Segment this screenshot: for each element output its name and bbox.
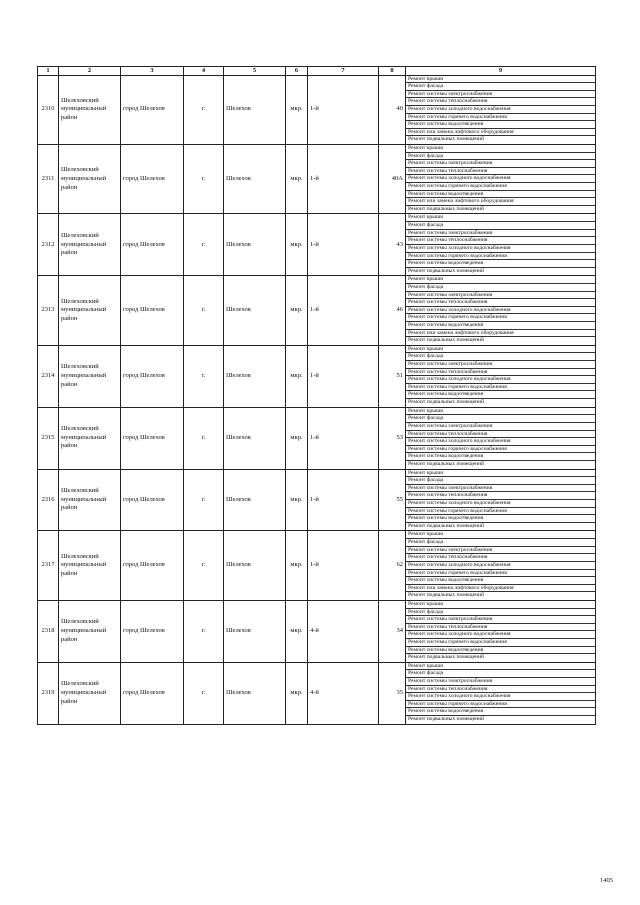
settlement-type-cell: г. (184, 531, 224, 600)
district-cell: Шелеховский муниципальный район (59, 600, 121, 662)
work-item: Ремонт системы водоотведения (406, 260, 595, 268)
work-item: Ремонт крыши (406, 76, 595, 84)
work-item: Ремонт подвальных помещений (408, 267, 485, 274)
work-item: Ремонт системы горячего водоснабжения (406, 384, 595, 392)
settlement-type-cell: г. (184, 214, 224, 276)
settlement-cell: город Шелехов (121, 214, 184, 276)
settlement-cell: город Шелехов (121, 531, 184, 600)
settlement-type-cell: г. (184, 75, 224, 144)
work-item: Ремонт подвальных помещений (408, 205, 485, 212)
column-header-1: 1 (38, 67, 59, 76)
house-number-cell: 40 (379, 75, 406, 144)
work-item: Ремонт системы водоотведения (406, 322, 595, 330)
work-item: Ремонт системы теплоснабжения (406, 299, 595, 307)
settlement-type-cell: г. (184, 469, 224, 531)
column-header-5: 5 (224, 67, 286, 76)
work-item: Ремонт системы водоотведения (406, 708, 595, 716)
area-type-cell: мкр. (286, 276, 308, 345)
settlement-name-cell: Шелехов (224, 345, 286, 407)
work-item: Ремонт подвальных помещений (408, 337, 485, 344)
area-type-cell: мкр. (286, 214, 308, 276)
work-item: Ремонт крыши (406, 470, 595, 478)
settlement-name-cell: Шелехов (224, 407, 286, 469)
house-number-cell: 43 (379, 214, 406, 276)
settlement-cell: город Шелехов (121, 345, 184, 407)
settlement-type-cell: г. (184, 662, 224, 724)
work-item: Ремонт системы теплоснабжения (406, 168, 595, 176)
district-cell: Шелеховский муниципальный район (59, 75, 121, 144)
work-item: Ремонт системы холодного водоснабжения (406, 245, 595, 253)
work-item: Ремонт фасада (406, 539, 595, 547)
work-item: Ремонт системы горячего водоснабжения (406, 314, 595, 322)
work-item: Ремонт системы горячего водоснабжения (406, 639, 595, 647)
work-item: Ремонт крыши (406, 145, 595, 153)
area-cell: 1-й (308, 345, 379, 407)
work-item: Ремонт системы теплоснабжения (406, 98, 595, 106)
table-row (38, 75, 596, 144)
work-item: Ремонт фасада (406, 670, 595, 678)
work-item: Ремонт системы холодного водоснабжения (406, 562, 595, 570)
work-item: Ремонт фасада (406, 415, 595, 423)
table-row (38, 600, 596, 662)
work-item: Ремонт системы холодного водоснабжения (406, 631, 595, 639)
work-item: Ремонт системы электроснабжения (406, 91, 595, 99)
work-item: Ремонт системы горячего водоснабжения (406, 183, 595, 191)
works-list-cell (406, 407, 596, 469)
work-item: Ремонт крыши (406, 346, 595, 354)
work-item: Ремонт системы теплоснабжения (406, 686, 595, 694)
work-item: Ремонт системы холодного водоснабжения (406, 500, 595, 508)
district-cell: Шелеховский муниципальный район (59, 276, 121, 345)
work-item: Ремонт системы электроснабжения (406, 423, 595, 431)
works-list-cell (406, 75, 596, 144)
column-header-8: 8 (379, 67, 406, 76)
work-item: Ремонт подвальных помещений (408, 399, 485, 406)
area-type-cell: мкр. (286, 407, 308, 469)
work-item: Ремонт системы холодного водоснабжения (406, 438, 595, 446)
work-item: Ремонт подвальных помещений (408, 592, 485, 599)
column-header-6: 6 (286, 67, 308, 76)
works-list-cell (406, 276, 596, 345)
row-number: 2319 (38, 662, 59, 724)
table-row (38, 662, 596, 724)
work-item: Ремонт системы водоотведения (406, 577, 595, 585)
settlement-type-cell: г. (184, 407, 224, 469)
area-type-cell: мкр. (286, 144, 308, 213)
row-number: 2318 (38, 600, 59, 662)
column-header-9: 9 (406, 67, 596, 76)
header-row (38, 67, 596, 76)
area-cell: 4-й (308, 662, 379, 724)
work-item: Ремонт системы водоотведения (406, 191, 595, 199)
district-cell: Шелеховский муниципальный район (59, 662, 121, 724)
row-number: 2311 (38, 144, 59, 213)
house-number-cell: 34 (379, 600, 406, 662)
work-item: Ремонт системы электроснабжения (406, 485, 595, 493)
work-item: Ремонт крыши (406, 408, 595, 416)
area-type-cell: мкр. (286, 75, 308, 144)
settlement-type-cell: г. (184, 345, 224, 407)
row-number: 2314 (38, 345, 59, 407)
work-item: Ремонт системы холодного водоснабжения (406, 106, 595, 114)
row-number: 2313 (38, 276, 59, 345)
row-number: 2316 (38, 469, 59, 531)
table-row (38, 531, 596, 600)
column-header-4: 4 (184, 67, 224, 76)
settlement-name-cell: Шелехов (224, 75, 286, 144)
table-row (38, 144, 596, 213)
table-header (38, 67, 596, 76)
house-number-cell: 55 (379, 469, 406, 531)
settlement-type-cell: г. (184, 600, 224, 662)
settlement-name-cell: Шелехов (224, 144, 286, 213)
settlement-type-cell: г. (184, 144, 224, 213)
work-item: Ремонт крыши (406, 663, 595, 671)
settlement-name-cell: Шелехов (224, 600, 286, 662)
work-item: Ремонт крыши (406, 276, 595, 284)
area-cell: 1-й (308, 531, 379, 600)
work-item: Ремонт системы водоотведения (406, 391, 595, 399)
work-item: Ремонт фасада (406, 477, 595, 485)
settlement-name-cell: Шелехов (224, 531, 286, 600)
area-type-cell: мкр. (286, 600, 308, 662)
area-cell: 1-й (308, 469, 379, 531)
table-row (38, 407, 596, 469)
settlement-cell: город Шелехов (121, 75, 184, 144)
area-cell: 1-й (308, 75, 379, 144)
work-item: Ремонт системы холодного водоснабжения (406, 307, 595, 315)
column-header-7: 7 (308, 67, 379, 76)
area-cell: 1-й (308, 407, 379, 469)
work-item: Ремонт системы холодного водоснабжения (406, 175, 595, 183)
district-cell: Шелеховский муниципальный район (59, 531, 121, 600)
work-item: Ремонт подвальных помещений (408, 522, 485, 529)
work-item: Ремонт системы теплоснабжения (406, 431, 595, 439)
work-item: Ремонт системы горячего водоснабжения (406, 701, 595, 709)
work-item: Ремонт подвальных помещений (408, 460, 485, 467)
table-row (38, 345, 596, 407)
work-item: Ремонт крыши (406, 531, 595, 539)
house-number-cell: 51 (379, 345, 406, 407)
settlement-cell: город Шелехов (121, 407, 184, 469)
house-number-cell: 53 (379, 407, 406, 469)
work-item: Ремонт системы водоотведения (406, 647, 595, 655)
work-item: Ремонт системы электроснабжения (406, 678, 595, 686)
work-item: Ремонт системы теплоснабжения (406, 492, 595, 500)
work-item: Ремонт системы электроснабжения (406, 547, 595, 555)
column-header-3: 3 (121, 67, 184, 76)
works-list-cell (406, 144, 596, 213)
settlement-cell: город Шелехов (121, 662, 184, 724)
house-number-cell: 46 (379, 276, 406, 345)
district-cell: Шелеховский муниципальный район (59, 144, 121, 213)
work-item: Ремонт системы теплоснабжения (406, 237, 595, 245)
work-item: Ремонт системы электроснабжения (406, 292, 595, 300)
area-type-cell: мкр. (286, 531, 308, 600)
work-item: Ремонт фасада (406, 222, 595, 230)
work-item: Ремонт системы горячего водоснабжения (406, 570, 595, 578)
work-item: Ремонт фасада (406, 83, 595, 91)
settlement-name-cell: Шелехов (224, 214, 286, 276)
works-list-cell (406, 600, 596, 662)
work-item: Ремонт системы водоотведения (406, 515, 595, 523)
settlement-cell: город Шелехов (121, 276, 184, 345)
work-item: Ремонт системы электроснабжения (406, 361, 595, 369)
work-item: Ремонт или замена лифтового оборудования (406, 129, 595, 137)
column-header-2: 2 (59, 67, 121, 76)
work-item: Ремонт системы горячего водоснабжения (406, 114, 595, 122)
area-cell: 1-й (308, 214, 379, 276)
work-item: Ремонт системы теплоснабжения (406, 624, 595, 632)
work-item: Ремонт системы водоотведения (406, 121, 595, 129)
work-item: Ремонт системы холодного водоснабжения (406, 693, 595, 701)
house-number-cell: 40А (379, 144, 406, 213)
work-item: Ремонт системы электроснабжения (406, 616, 595, 624)
table-row (38, 214, 596, 276)
work-item: Ремонт крыши (406, 601, 595, 609)
settlement-name-cell: Шелехов (224, 469, 286, 531)
works-list-cell (406, 214, 596, 276)
work-item: Ремонт подвальных помещений (408, 654, 485, 661)
row-number: 2310 (38, 75, 59, 144)
work-item: Ремонт или замена лифтового оборудования (406, 198, 595, 206)
work-item: Ремонт системы горячего водоснабжения (406, 508, 595, 516)
work-item: Ремонт фасада (406, 153, 595, 161)
work-item: Ремонт системы электроснабжения (406, 230, 595, 238)
work-item: Ремонт системы горячего водоснабжения (406, 253, 595, 261)
works-list-cell (406, 531, 596, 600)
work-item: Ремонт крыши (406, 214, 595, 222)
work-item: Ремонт или замена лифтового оборудования (406, 330, 595, 338)
work-item: Ремонт подвальных помещений (408, 136, 485, 143)
work-item: Ремонт подвальных помещений (408, 716, 485, 723)
work-item: Ремонт системы горячего водоснабжения (406, 446, 595, 454)
settlement-cell: город Шелехов (121, 600, 184, 662)
table-row (38, 276, 596, 345)
area-cell: 1-й (308, 276, 379, 345)
area-type-cell: мкр. (286, 662, 308, 724)
house-number-cell: 62 (379, 531, 406, 600)
work-item: Ремонт фасада (406, 609, 595, 617)
work-item: Ремонт фасада (406, 353, 595, 361)
area-type-cell: мкр. (286, 345, 308, 407)
work-item: Ремонт системы теплоснабжения (406, 554, 595, 562)
settlement-name-cell: Шелехов (224, 662, 286, 724)
work-item: Ремонт системы водоотведения (406, 453, 595, 461)
page-number: 1405 (600, 877, 613, 884)
district-cell: Шелеховский муниципальный район (59, 469, 121, 531)
work-item: Ремонт системы холодного водоснабжения (406, 376, 595, 384)
table-body (38, 75, 596, 724)
district-cell: Шелеховский муниципальный район (59, 407, 121, 469)
settlement-name-cell: Шелехов (224, 276, 286, 345)
house-number-cell: 35 (379, 662, 406, 724)
work-item: Ремонт фасада (406, 284, 595, 292)
row-number: 2315 (38, 407, 59, 469)
works-list-cell (406, 469, 596, 531)
repair-registry-table (37, 66, 596, 725)
work-item: Ремонт системы теплоснабжения (406, 369, 595, 377)
area-type-cell: мкр. (286, 469, 308, 531)
district-cell: Шелеховский муниципальный район (59, 214, 121, 276)
district-cell: Шелеховский муниципальный район (59, 345, 121, 407)
area-cell: 4-й (308, 600, 379, 662)
row-number: 2317 (38, 531, 59, 600)
works-list-cell (406, 345, 596, 407)
works-list-cell (406, 662, 596, 724)
row-number: 2312 (38, 214, 59, 276)
work-item: Ремонт системы электроснабжения (406, 160, 595, 168)
table-row (38, 469, 596, 531)
work-item: Ремонт или замена лифтового оборудования (406, 585, 595, 593)
settlement-cell: город Шелехов (121, 469, 184, 531)
settlement-type-cell: г. (184, 276, 224, 345)
settlement-cell: город Шелехов (121, 144, 184, 213)
area-cell: 1-й (308, 144, 379, 213)
